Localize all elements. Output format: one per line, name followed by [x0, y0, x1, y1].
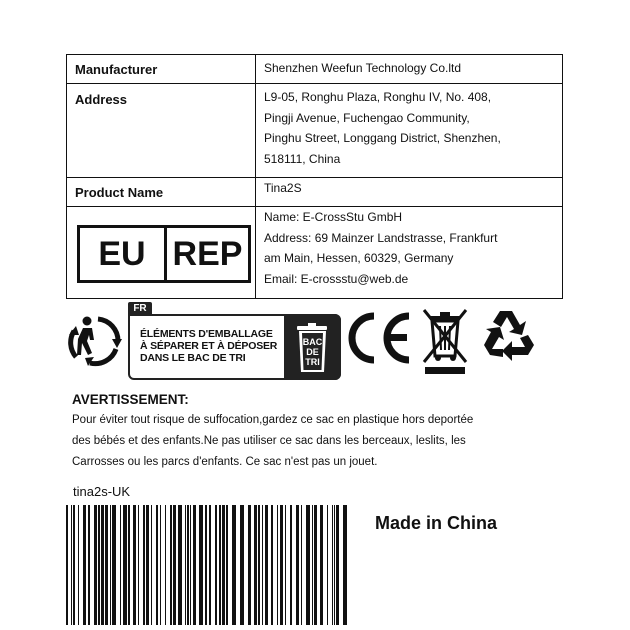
barcode-bar: [83, 505, 86, 625]
address-label: Address: [75, 92, 128, 107]
barcode-bar: [105, 505, 108, 625]
barcode: [66, 505, 348, 625]
barcode-bar: [306, 505, 310, 625]
eu-rep-line: Name: E-CrossStu GmbH: [264, 210, 403, 224]
barcode-bar: [280, 505, 283, 625]
barcode-bar: [343, 505, 347, 625]
barcode-bar: [232, 505, 236, 625]
triman-icon: [68, 311, 124, 367]
barcode-bar: [143, 505, 145, 625]
barcode-bar: [336, 505, 339, 625]
barcode-bar: [156, 505, 158, 625]
barcode-bar: [146, 505, 149, 625]
manufacturer-label: Manufacturer: [75, 62, 158, 77]
eu-rep-line: Email: E-crossstu@web.de: [264, 271, 409, 286]
info-tri-text: [140, 328, 277, 364]
product-name-label: Product Name: [75, 185, 164, 200]
barcode-bar: [290, 505, 292, 625]
barcode-bar: [73, 505, 75, 625]
barcode-bar: [71, 505, 72, 625]
barcode-bar: [78, 505, 79, 625]
barcode-bar: [271, 505, 273, 625]
address-line: 518111, China: [264, 151, 341, 166]
barcode-bar: [226, 505, 228, 625]
eu-rep-logo: [77, 225, 251, 283]
weee-crossed-bin-icon: [420, 306, 470, 376]
info-tri-panel: [128, 314, 341, 380]
barcode-bar: [112, 505, 116, 625]
barcode-bar: [320, 505, 323, 625]
barcode-bar: [285, 505, 286, 625]
row-divider: [67, 177, 562, 178]
address-line: Pingji Avenue, Fuchengao Community,: [264, 110, 470, 125]
barcode-bar: [334, 505, 335, 625]
bin-text: DE: [306, 347, 319, 357]
barcode-bar: [222, 505, 225, 625]
barcode-bar: [187, 505, 189, 625]
barcode-bar: [265, 505, 268, 625]
barcode-bar: [120, 505, 121, 625]
barcode-bar: [110, 505, 111, 625]
barcode-bar: [312, 505, 313, 625]
manufacturer-value: Shenzhen Weefun Technology Co.ltd: [264, 61, 462, 75]
made-in-label: Made in China: [375, 513, 498, 533]
bin-text: TRI: [305, 357, 320, 367]
fr-tab: FR: [128, 302, 152, 316]
recycling-icon: [478, 305, 536, 363]
barcode-bar: [199, 505, 203, 625]
barcode-bar: [94, 505, 97, 625]
barcode-bar: [193, 505, 196, 625]
barcode-bar: [138, 505, 139, 625]
bin-text: BAC: [302, 337, 323, 347]
barcode-bar: [88, 505, 90, 625]
barcode-bar: [262, 505, 263, 625]
barcode-bar: [173, 505, 176, 625]
barcode-bar: [296, 505, 299, 625]
warning-title: AVERTISSEMENT:: [72, 392, 189, 407]
barcode-bar: [301, 505, 302, 625]
warning-line: des bébés et des enfants.Ne pas utiliser ce sac dans les berceaux, leslits, les: [72, 435, 466, 447]
barcode-bar: [205, 505, 207, 625]
barcode-bar: [66, 505, 68, 625]
barcode-bar: [327, 505, 328, 625]
info-tri-line: ÉLÉMENTS D'EMBALLAGE: [140, 328, 273, 340]
address-line: L9-05, Ronghu Plaza, Ronghu IV, No. 408,: [264, 90, 492, 104]
barcode-bar: [258, 505, 260, 625]
warning-line: Carrosses ou les parcs d'enfants. Ce sac n'est pas un jouet.: [72, 456, 378, 468]
barcode-bar: [314, 505, 317, 625]
row-divider: [67, 83, 562, 84]
barcode-bar: [219, 505, 221, 625]
eu-rep-details: [264, 207, 497, 289]
warning-line: Pour éviter tout risque de suffocation,gardez ce sac en plastique hors deportée: [72, 414, 474, 426]
barcode-bar: [215, 505, 217, 625]
barcode-bar: [165, 505, 166, 625]
eu-rep-line: Address: 69 Mainzer Landstrasse, Frankfurt: [264, 230, 498, 245]
ce-mark-icon: [347, 312, 413, 364]
barcode-bar: [332, 505, 333, 625]
barcode-bar: [254, 505, 257, 625]
barcode-bar: [190, 505, 191, 625]
address-line: Pinghu Street, Longgang District, Shenzhen,: [264, 131, 501, 145]
model-code: tina2s-UK: [73, 484, 131, 499]
eu-rep-eu-text: EU: [98, 235, 146, 273]
barcode-bar: [248, 505, 251, 625]
barcode-bar: [128, 505, 130, 625]
barcode-bar: [98, 505, 100, 625]
barcode-bar: [160, 505, 161, 625]
barcode-bar: [178, 505, 182, 625]
barcode-bar: [277, 505, 278, 625]
barcode-bar: [209, 505, 211, 625]
barcode-bar: [240, 505, 244, 625]
info-table: [66, 54, 563, 299]
info-tri-line: À SÉPARER ET À DÉPOSER: [140, 340, 278, 352]
barcode-bar: [185, 505, 186, 625]
address-value: [264, 87, 501, 169]
sorting-bin-area: [284, 314, 341, 380]
barcode-bar: [151, 505, 152, 625]
info-tri-label: [128, 302, 341, 380]
barcode-bar: [170, 505, 172, 625]
eu-rep-line: am Main, Hessen, 60329, Germany: [264, 251, 454, 265]
barcode-bar: [123, 505, 127, 625]
barcode-bar: [101, 505, 104, 625]
barcode-bar: [133, 505, 136, 625]
eu-rep-rep-text: REP: [172, 235, 243, 273]
info-tri-line: DANS LE BAC DE TRI: [140, 352, 246, 364]
product-name-value: Tina2S: [264, 181, 302, 195]
